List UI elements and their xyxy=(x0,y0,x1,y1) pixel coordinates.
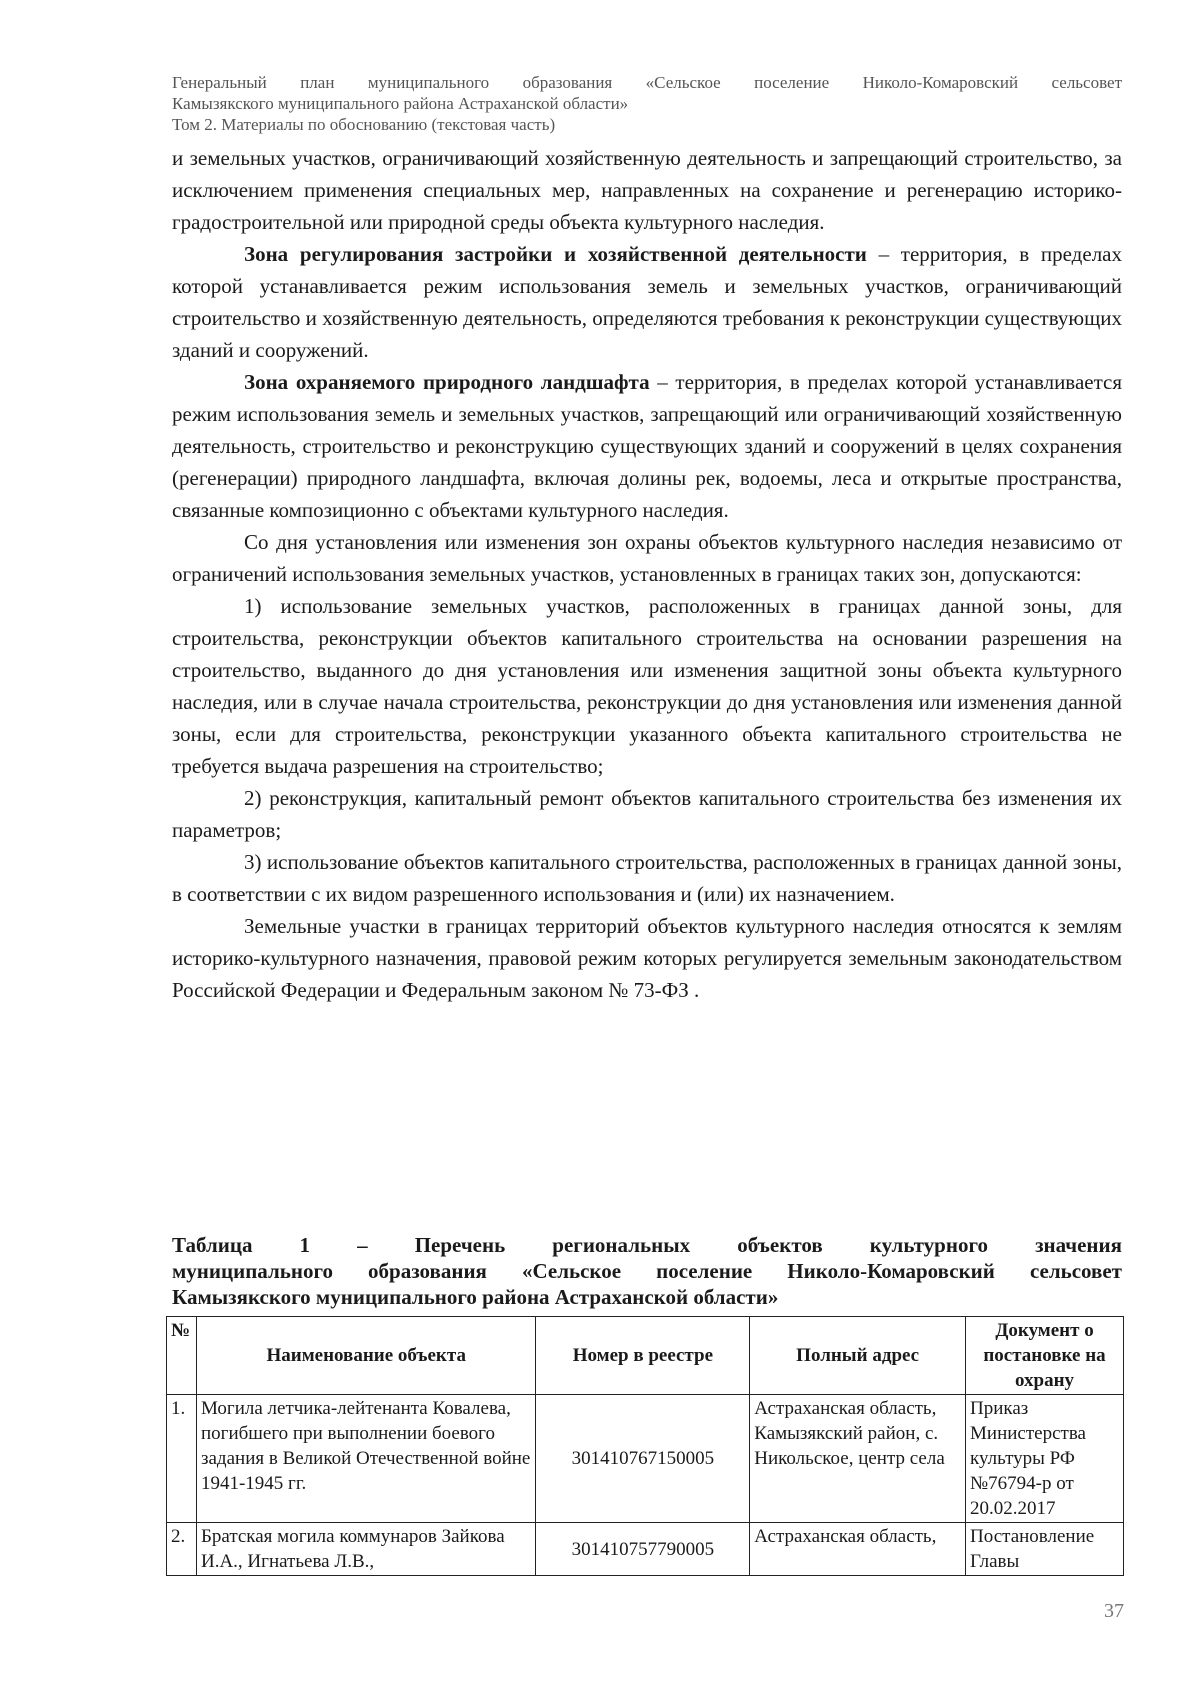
header-line-3: Том 2. Материалы по обоснованию (текстовая часть) xyxy=(172,115,556,134)
cell-document: Приказ Министерства культуры РФ №76794-р от 20.02.2017 xyxy=(966,1395,1124,1523)
column-header-registry: Номер в реестре xyxy=(536,1317,750,1395)
paragraph-8: Земельные участки в границах территорий объектов культурного наследия относятся к землям историко-культурного назначения, правовой режим которых регулируется земельным законодательством Российской Федерации и Федеральным законом № 73-ФЗ . xyxy=(172,914,1122,1002)
table-caption-line-1: Таблица 1 – Перечень региональных объектов культурного значения xyxy=(172,1233,1122,1257)
cell-address: Астраханская область, Камызякский район, с. Никольское, центр села xyxy=(750,1395,966,1523)
list-item-3: 3) использование объектов капитального строительства, расположенных в границах данной зоны, в соответствии с их видом разрешенного использования и (или) их назначением. xyxy=(172,850,1122,906)
table-header-row xyxy=(167,1317,1124,1395)
cell-address: Астраханская область, xyxy=(750,1523,966,1576)
page-number: 37 xyxy=(1104,1600,1124,1622)
header-line-2: Камызякского муниципального района Астраханской области» xyxy=(172,94,629,113)
paragraph-2-text: – территория, в пределах которой устанавливается режим использования земель и земельных участков, ограничивающий строительство и хозяйственную деятельность, определяются требования к реконструкции существующих зданий и сооружений. xyxy=(172,242,1122,362)
table-caption-line-2: муниципального образования «Сельское поселение Николо-Комаровский сельсовет xyxy=(172,1259,1122,1283)
cell-registry: 301410767150005 xyxy=(536,1395,750,1523)
body-text xyxy=(172,142,1122,1006)
cell-name: Могила летчика-лейтенанта Ковалева, погибшего при выполнении боевого задания в Великой Отечественной войне 1941-1945 гг. xyxy=(196,1395,535,1523)
cell-number: 2. xyxy=(167,1523,197,1576)
heritage-objects-table xyxy=(166,1316,1124,1576)
paragraph-3 xyxy=(172,366,1122,526)
table-caption-line-3: Камызякского муниципального района Астраханской области» xyxy=(172,1285,779,1309)
cell-number: 1. xyxy=(167,1395,197,1523)
term-regulation-zone: Зона регулирования застройки и хозяйственной деятельности xyxy=(244,242,867,266)
column-header-name: Наименование объекта xyxy=(196,1317,535,1395)
list-item-2: 2) реконструкция, капитальный ремонт объектов капитального строительства без изменения их параметров; xyxy=(172,786,1122,842)
paragraph-1: и земельных участков, ограничивающий хозяйственную деятельность и запрещающий строительство, за исключением применения специальных мер, направленных на сохранение и регенерацию историко-градостроительной или природной среды объекта культурного наследия. xyxy=(172,146,1122,234)
cell-name: Братская могила коммунаров Зайкова И.А., Игнатьева Л.В., xyxy=(196,1523,535,1576)
column-header-number: № xyxy=(167,1317,197,1395)
header-line-1: Генеральный план муниципального образования «Сельское поселение Николо-Комаровский сельсовет xyxy=(172,73,1122,92)
cell-registry: 301410757790005 xyxy=(536,1523,750,1576)
cell-document: Постановление Главы xyxy=(966,1523,1124,1576)
column-header-address: Полный адрес xyxy=(750,1317,966,1395)
paragraph-3-text: – территория, в пределах которой устанавливается режим использования земель и земельных участков, запрещающий или ограничивающий хозяйственную деятельность, строительство и реконструкцию существующих зданий и сооружений в целях сохранения (регенерации) природного ландшафта, включая долины рек, водоемы, леса и открытые пространства, связанные композиционно с объектами культурного наследия. xyxy=(172,370,1122,522)
column-header-document: Документ о постановке на охрану xyxy=(966,1317,1124,1395)
term-landscape-zone: Зона охраняемого природного ландшафта xyxy=(244,370,650,394)
paragraph-4: Со дня установления или изменения зон охраны объектов культурного наследия независимо от ограничений использования земельных участков, установленных в границах таких зон, допускаются: xyxy=(172,530,1122,586)
list-item-1: 1) использование земельных участков, расположенных в границах данной зоны, для строительства, реконструкции объектов капитального строительства на основании разрешения на строительство, выданного до дня установления или изменения защитной зоны объекта культурного наследия, или в случае начала строительства, реконструкции до дня установления или изменения данной зоны, если для строительства, реконструкции указанного объекта капитального строительства не требуется выдача разрешения на строительство; xyxy=(172,594,1122,778)
table-row xyxy=(167,1523,1124,1576)
table-row xyxy=(167,1395,1124,1523)
page-header xyxy=(172,72,1122,135)
table-caption xyxy=(172,1232,1122,1310)
paragraph-2 xyxy=(172,238,1122,366)
